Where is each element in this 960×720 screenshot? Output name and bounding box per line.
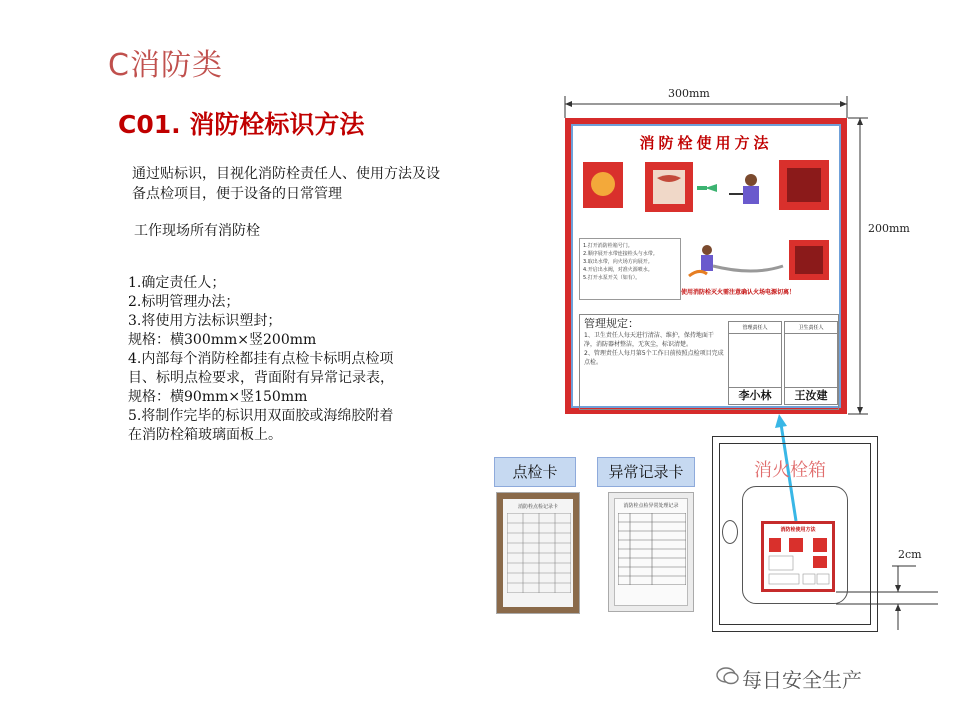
management-rules: [584, 319, 724, 367]
check-card-label: 点检卡: [494, 457, 576, 487]
step-line: 规格：横300mm×竖200mm: [128, 332, 317, 348]
sign-warning: 使用消防栓灭火需注意确认火场电源切离！: [681, 289, 796, 296]
cabinet-mini-sign: [761, 521, 835, 592]
main-title: C01. 消防栓标识方法: [118, 110, 365, 139]
purpose-text: 通过贴标识，目视化消防栓责任人、使用方法及设备点检项目，便于设备的日常管理: [132, 166, 440, 202]
height-dimension-label: 200mm: [868, 222, 910, 235]
responsible-person-1: 李小林: [729, 387, 781, 404]
step-line: 4.内部每个消防栓都挂有点检卡标明点检项: [128, 351, 394, 367]
sign-step-line: 5.打开水泵开关（如有）。: [583, 275, 641, 281]
section-title: C消防类: [108, 48, 223, 83]
step-line: 5.将制作完毕的标识用双面胶或海绵胶附着: [128, 408, 394, 424]
step-line: 目、标明点检要求，背面附有异常记录表，: [128, 370, 394, 386]
hydrant-usage-sign: [565, 118, 847, 414]
management-panel: [579, 314, 839, 410]
sign-step-line: 3.取出水带，向火场方向展开。: [583, 259, 653, 265]
responsible-column-1: [728, 321, 782, 405]
check-card-grid: [507, 513, 571, 593]
responsible-column-2: [784, 321, 838, 405]
width-dimension-label: 300mm: [668, 87, 710, 100]
step-line: 1.确定责任人；: [128, 275, 226, 291]
abnormal-card-photo: [608, 492, 694, 612]
check-card-photo: [496, 492, 580, 614]
management-line: 2、管理责任人每月第5个工作日前按照点检项目完成点检。: [584, 350, 724, 366]
step-line: 规格：横90mm×竖150mm: [128, 389, 308, 405]
sign-step-line: 4.开启出水阀，对准火源喷水。: [583, 267, 653, 273]
step-line: 3.将使用方法标识塑封；: [128, 313, 282, 329]
abnormal-card-title: 消防栓点检异常处理记录: [623, 503, 679, 509]
firefighting-illustration: [685, 236, 835, 286]
check-card-title: 消防栓点检记录卡: [517, 504, 558, 510]
scope-text: 工作现场所有消防栓: [134, 223, 260, 239]
responsible-person-2: 王汝建: [785, 387, 837, 404]
cabinet-label: 消火栓箱: [754, 460, 826, 481]
mini-sign-illustration: [767, 536, 831, 586]
responsible-header-1: 管理责任人: [729, 322, 781, 334]
gap-dimension-label: 2cm: [898, 548, 922, 561]
wechat-icon: [716, 665, 740, 687]
watermark: 每日安全生产: [742, 668, 862, 692]
sign-step-line: 1.打开消防栓箱号门。: [583, 243, 633, 249]
step-line: 2.标明管理办法；: [128, 294, 240, 310]
management-title: 管理规定：: [584, 317, 639, 330]
sign-steps-box: [579, 238, 681, 300]
mini-sign-title: 消防栓使用方法: [780, 527, 816, 533]
abnormal-card-label: 异常记录卡: [597, 457, 695, 487]
cabinet-handle: [722, 520, 738, 544]
sign-title: 消防栓使用方法: [639, 134, 773, 152]
sign-step-line: 2.顺序展开水带连接栓头与水带。: [583, 251, 658, 257]
responsible-header-2: 卫生责任人: [785, 322, 837, 334]
management-line: 1、卫生责任人每天进行清洁、维护，保持地面干净，消防器材整洁，无灰尘，标识清楚。: [584, 332, 714, 348]
usage-illustration: [579, 154, 837, 236]
abnormal-card-grid: [618, 513, 686, 585]
step-line: 在消防栓箱玻璃面板上。: [128, 427, 282, 443]
